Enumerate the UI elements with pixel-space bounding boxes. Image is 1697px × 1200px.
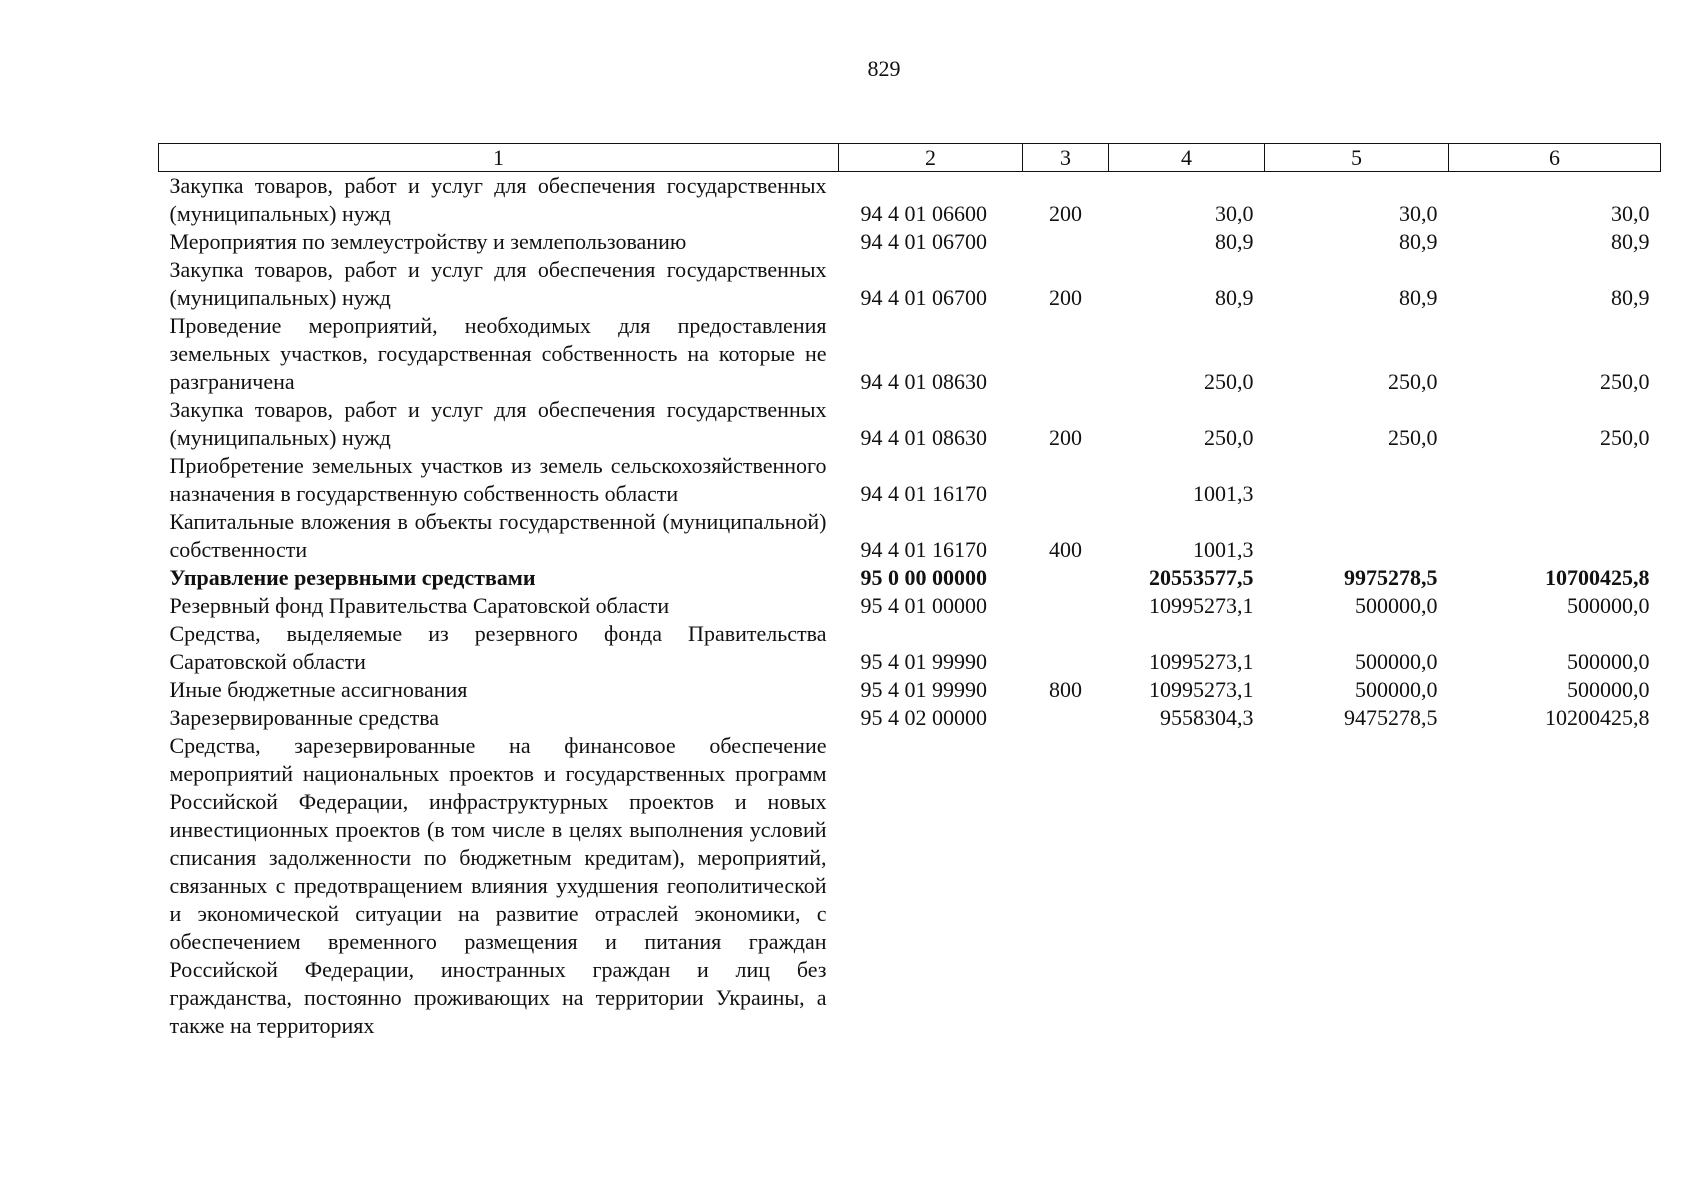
row-code bbox=[839, 732, 1023, 1040]
row-expense-type bbox=[1023, 620, 1109, 676]
row-name: Средства, выделяемые из резервного фонда Правительства Саратовской области bbox=[169, 621, 827, 674]
table-body bbox=[159, 172, 1661, 1041]
row-value-col5 bbox=[1265, 452, 1449, 508]
table-row bbox=[159, 228, 1661, 256]
row-name: Капитальные вложения в объекты государственной (муниципальной) собственности bbox=[169, 509, 827, 562]
table-row bbox=[159, 732, 1661, 1040]
row-value-col5 bbox=[1265, 508, 1449, 564]
row-expense-type: 400 bbox=[1049, 537, 1082, 562]
row-value-col6: 500000,0 bbox=[1567, 593, 1650, 618]
row-value-col5: 250,0 bbox=[1388, 425, 1438, 450]
row-value-col6: 10700425,8 bbox=[1545, 565, 1650, 590]
row-value-col5: 80,9 bbox=[1399, 285, 1438, 310]
column-header-1: 1 bbox=[159, 144, 839, 172]
table-row bbox=[159, 396, 1661, 452]
table-row bbox=[159, 172, 1661, 229]
row-name: Зарезервированные средства bbox=[169, 705, 440, 730]
row-value-col5: 9475278,5 bbox=[1344, 705, 1438, 730]
row-value-col6: 80,9 bbox=[1611, 285, 1650, 310]
table-header-row bbox=[159, 144, 1661, 172]
row-code: 94 4 01 08630 bbox=[860, 425, 987, 450]
row-expense-type bbox=[1023, 312, 1109, 396]
row-value-col4: 250,0 bbox=[1204, 425, 1254, 450]
row-value-col5 bbox=[1265, 732, 1449, 1040]
row-value-col4: 10995273,1 bbox=[1149, 593, 1254, 618]
row-value-col6: 80,9 bbox=[1611, 229, 1650, 254]
row-value-col4: 80,9 bbox=[1215, 229, 1254, 254]
table-row bbox=[159, 676, 1661, 704]
table-row bbox=[159, 592, 1661, 620]
row-expense-type: 200 bbox=[1049, 425, 1082, 450]
row-value-col6: 500000,0 bbox=[1567, 677, 1650, 702]
row-value-col6: 10200425,8 bbox=[1545, 705, 1650, 730]
row-code: 95 4 01 00000 bbox=[860, 593, 987, 618]
row-value-col5: 80,9 bbox=[1399, 229, 1438, 254]
row-value-col5: 500000,0 bbox=[1355, 649, 1438, 674]
row-value-col4: 9558304,3 bbox=[1160, 705, 1254, 730]
row-code: 95 4 02 00000 bbox=[860, 705, 987, 730]
row-code: 95 0 00 00000 bbox=[860, 565, 987, 590]
row-code: 94 4 01 06700 bbox=[860, 229, 987, 254]
table-row bbox=[159, 256, 1661, 312]
row-name: Резервный фонд Правительства Саратовской области bbox=[169, 593, 670, 618]
table-row bbox=[159, 508, 1661, 564]
table-row bbox=[159, 564, 1661, 592]
row-expense-type: 800 bbox=[1049, 677, 1082, 702]
row-name: Закупка товаров, работ и услуг для обеспечения государственных (муниципальных) нужд bbox=[169, 257, 827, 310]
column-header-3: 3 bbox=[1023, 144, 1109, 172]
row-code: 94 4 01 08630 bbox=[860, 369, 987, 394]
row-expense-type bbox=[1023, 452, 1109, 508]
column-header-6: 6 bbox=[1449, 144, 1661, 172]
column-header-2: 2 bbox=[839, 144, 1023, 172]
row-expense-type bbox=[1023, 732, 1109, 1040]
row-expense-type bbox=[1023, 592, 1109, 620]
row-value-col5: 500000,0 bbox=[1355, 593, 1438, 618]
row-value-col4: 80,9 bbox=[1215, 285, 1254, 310]
row-value-col4: 250,0 bbox=[1204, 369, 1254, 394]
row-code: 94 4 01 06600 bbox=[860, 201, 987, 226]
row-value-col6: 250,0 bbox=[1600, 425, 1650, 450]
row-value-col6 bbox=[1449, 508, 1661, 564]
row-expense-type bbox=[1023, 228, 1109, 256]
row-value-col6: 30,0 bbox=[1611, 201, 1650, 226]
row-name: Приобретение земельных участков из земель сельскохозяйственного назначения в государственную собственность области bbox=[169, 453, 827, 506]
row-value-col5: 250,0 bbox=[1388, 369, 1438, 394]
table-row bbox=[159, 452, 1661, 508]
row-name: Средства, зарезервированные на финансовое обеспечение мероприятий национальных проектов и государственных программ Российской Федерации, инфраструктурных проектов и новых инвестиционных проектов (в том числе в целях выполнения условий списания задолженности по бюджетным кредитам), мероприятий, связанных с предотвращением влияния ухудшения геополитической и экономической ситуации на развитие отраслей экономики, с обеспечением временного размещения и питания граждан Российской Федерации, иностранных граждан и лиц без гражданства, постоянно проживающих на территории Украины, а также на территориях bbox=[169, 733, 827, 1038]
row-code: 94 4 01 06700 bbox=[860, 285, 987, 310]
row-expense-type: 200 bbox=[1049, 201, 1082, 226]
row-value-col6: 250,0 bbox=[1600, 369, 1650, 394]
table-row bbox=[159, 620, 1661, 676]
row-value-col4: 1001,3 bbox=[1193, 481, 1254, 506]
column-header-4: 4 bbox=[1109, 144, 1265, 172]
budget-table bbox=[158, 143, 1661, 1040]
row-name: Мероприятия по землеустройству и землепользованию bbox=[169, 229, 687, 254]
row-name: Проведение мероприятий, необходимых для предоставления земельных участков, государственная собственность на которые не разграничена bbox=[169, 313, 827, 394]
row-value-col4: 10995273,1 bbox=[1149, 677, 1254, 702]
row-code: 95 4 01 99990 bbox=[860, 649, 987, 674]
row-code: 95 4 01 99990 bbox=[860, 677, 987, 702]
column-header-5: 5 bbox=[1265, 144, 1449, 172]
table-row bbox=[159, 704, 1661, 732]
row-name: Закупка товаров, работ и услуг для обеспечения государственных (муниципальных) нужд bbox=[169, 397, 827, 450]
row-name: Закупка товаров, работ и услуг для обеспечения государственных (муниципальных) нужд bbox=[169, 173, 827, 226]
row-code: 94 4 01 16170 bbox=[860, 481, 987, 506]
row-name: Иные бюджетные ассигнования bbox=[169, 677, 468, 702]
row-value-col5: 9975278,5 bbox=[1344, 565, 1438, 590]
row-value-col4: 10995273,1 bbox=[1149, 649, 1254, 674]
row-value-col6 bbox=[1449, 452, 1661, 508]
row-value-col5: 500000,0 bbox=[1355, 677, 1438, 702]
row-code: 94 4 01 16170 bbox=[860, 537, 987, 562]
row-value-col5: 30,0 bbox=[1399, 201, 1438, 226]
row-expense-type: 200 bbox=[1049, 285, 1082, 310]
row-name: Управление резервными средствами bbox=[169, 565, 536, 590]
row-expense-type bbox=[1023, 704, 1109, 732]
table-row bbox=[159, 312, 1661, 396]
row-value-col4 bbox=[1109, 732, 1265, 1040]
row-value-col4: 1001,3 bbox=[1193, 537, 1254, 562]
row-value-col6 bbox=[1449, 732, 1661, 1040]
row-value-col6: 500000,0 bbox=[1567, 649, 1650, 674]
row-value-col4: 30,0 bbox=[1215, 201, 1254, 226]
page-number: 829 bbox=[867, 56, 901, 81]
row-expense-type bbox=[1023, 564, 1109, 592]
row-value-col4: 20553577,5 bbox=[1149, 565, 1254, 590]
